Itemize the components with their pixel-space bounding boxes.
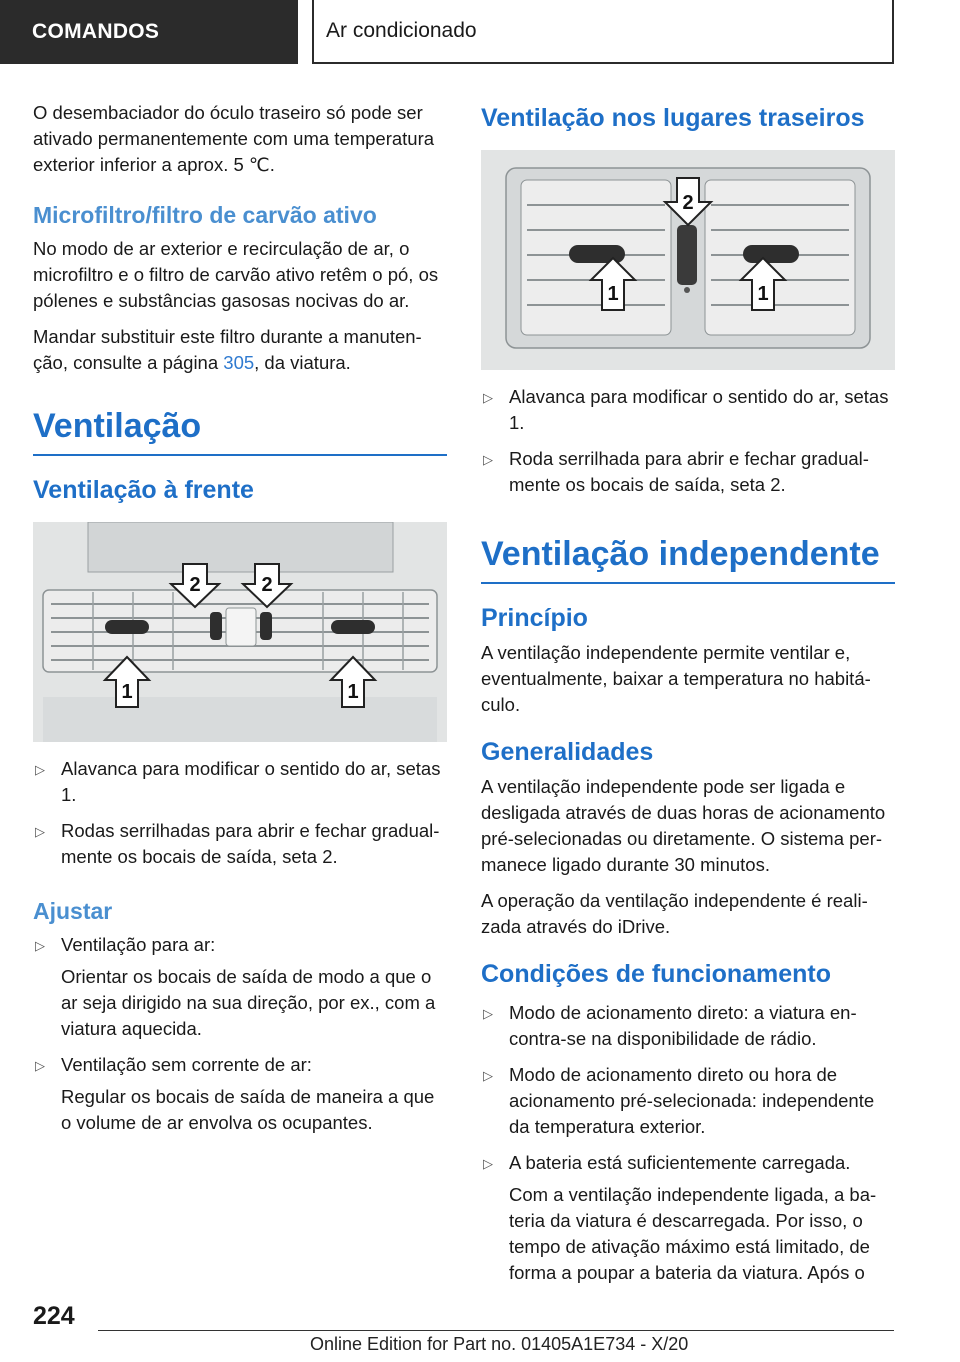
intro-paragraph: O desembaciador do óculo traseiro só pode ser ativado permanentemente com uma temperatura exterior inferior a aprox. 5 ℃.	[33, 102, 435, 175]
microfilter-paragraph-1: No modo de ar exterior e recirculação de ar, o microfiltro e o filtro de carvão ativo retêm o pó, os pólenes e substâncias gasosas nocivas do ar.	[33, 238, 439, 311]
left-column	[33, 100, 447, 1146]
triangle-bullet-icon: ▷	[483, 452, 493, 467]
list-item: ▷ Modo de acionamento direto: a viatura encontra-se na disponibilidade de rádio.	[483, 1002, 857, 1049]
triangle-bullet-icon: ▷	[483, 390, 493, 405]
front-vents-figure	[33, 522, 447, 742]
rear-ventilation-heading: Ventilação nos lugares traseiros	[481, 104, 865, 132]
general-paragraph-2: A operação da ventilação independente é realizada através do iDrive.	[481, 890, 868, 937]
adjust-heading: Ajustar	[33, 898, 113, 924]
page-reference-link[interactable]: 305	[223, 352, 255, 373]
section-title: COMANDOS	[32, 20, 160, 43]
list-item: ▷ Alavanca para modificar o sentido do ar, setas 1.	[35, 758, 441, 805]
chapter-title: Ar condicionado	[326, 19, 477, 42]
front-vents-illustration	[33, 522, 447, 742]
footer-divider	[98, 1330, 894, 1331]
principle-paragraph: A ventilação independente permite ventilar e, eventualmente, baixar a temperatura no habitáculo.	[481, 642, 871, 715]
list-item: ▷ Ventilação sem corrente de ar: Regular os bocais de saída de maneira a que o volume de ar envolva os ocupantes.	[35, 1054, 435, 1133]
arrow-label-1-right: 1	[757, 283, 769, 305]
page-number: 224	[33, 1302, 75, 1330]
rear-vents-illustration	[481, 150, 895, 370]
principle-heading: Princípio	[481, 604, 588, 632]
edition-note: Online Edition for Part no. 01405A1E734 - X/20	[310, 1334, 689, 1354]
front-ventilation-list	[33, 756, 447, 870]
list-item: ▷ Ventilação para ar: Orientar os bocais de saída de modo a que o ar seja dirigido na sua direção, por ex., com a viatura aquecida.	[35, 934, 436, 1039]
general-heading: Generalidades	[481, 738, 654, 766]
triangle-bullet-icon: ▷	[483, 1068, 493, 1083]
arrow-label-1-left: 1	[607, 283, 619, 305]
list-item: ▷ Roda serrilhada para abrir e fechar gradualmente os bocais de saída, seta 2.	[483, 448, 869, 495]
general-paragraph-1: A ventilação independente pode ser ligada e desligada através de duas horas de acionamento pré-selecionadas ou diretamente. O sistema permanece ligado durante 30 minutos.	[481, 776, 886, 875]
triangle-bullet-icon: ▷	[35, 762, 45, 777]
independent-ventilation-heading: Ventilação independente	[481, 532, 895, 584]
conditions-heading: Condições de funcionamento	[481, 960, 832, 988]
triangle-bullet-icon: ▷	[483, 1006, 493, 1021]
arrow-label-2-left: 2	[189, 574, 201, 596]
section-tab	[0, 0, 298, 64]
adjust-list	[33, 932, 447, 1136]
ventilation-heading: Ventilação	[33, 404, 447, 456]
microfilter-paragraph-2: Mandar substituir este filtro durante a manutenção, consulte a página 305, da viatura.	[33, 326, 422, 373]
list-item: ▷ Alavanca para modificar o sentido do ar, setas 1.	[483, 386, 889, 433]
list-item: ▷ Modo de acionamento direto ou hora de acionamento pré-selecionada: independente da temperatura exterior.	[483, 1064, 875, 1137]
arrow-label-1-left: 1	[121, 681, 133, 703]
rear-vents-figure	[481, 150, 895, 370]
rear-ventilation-list	[481, 384, 895, 498]
conditions-list	[481, 1000, 895, 1286]
list-item: ▷ A bateria está suficientemente carregada. Com a ventilação independente ligada, a bateria da viatura é descarregada. Por isso, o tempo de ativação máximo está limitado, de forma a poupar a bateria da viatura. Após o	[483, 1152, 877, 1283]
triangle-bullet-icon: ▷	[35, 1058, 45, 1073]
list-item: ▷ Rodas serrilhadas para abrir e fechar gradualmente os bocais de saída, seta 2.	[35, 820, 440, 867]
chapter-header	[312, 0, 894, 64]
arrow-label-1-right: 1	[347, 681, 359, 703]
right-column	[481, 100, 895, 1296]
microfilter-heading: Microfiltro/filtro de carvão ativo	[33, 202, 377, 228]
triangle-bullet-icon: ▷	[483, 1156, 493, 1171]
triangle-bullet-icon: ▷	[35, 938, 45, 953]
front-ventilation-heading: Ventilação à frente	[33, 476, 254, 504]
arrow-label-2-right: 2	[261, 574, 273, 596]
triangle-bullet-icon: ▷	[35, 824, 45, 839]
arrow-label-2: 2	[682, 192, 694, 214]
